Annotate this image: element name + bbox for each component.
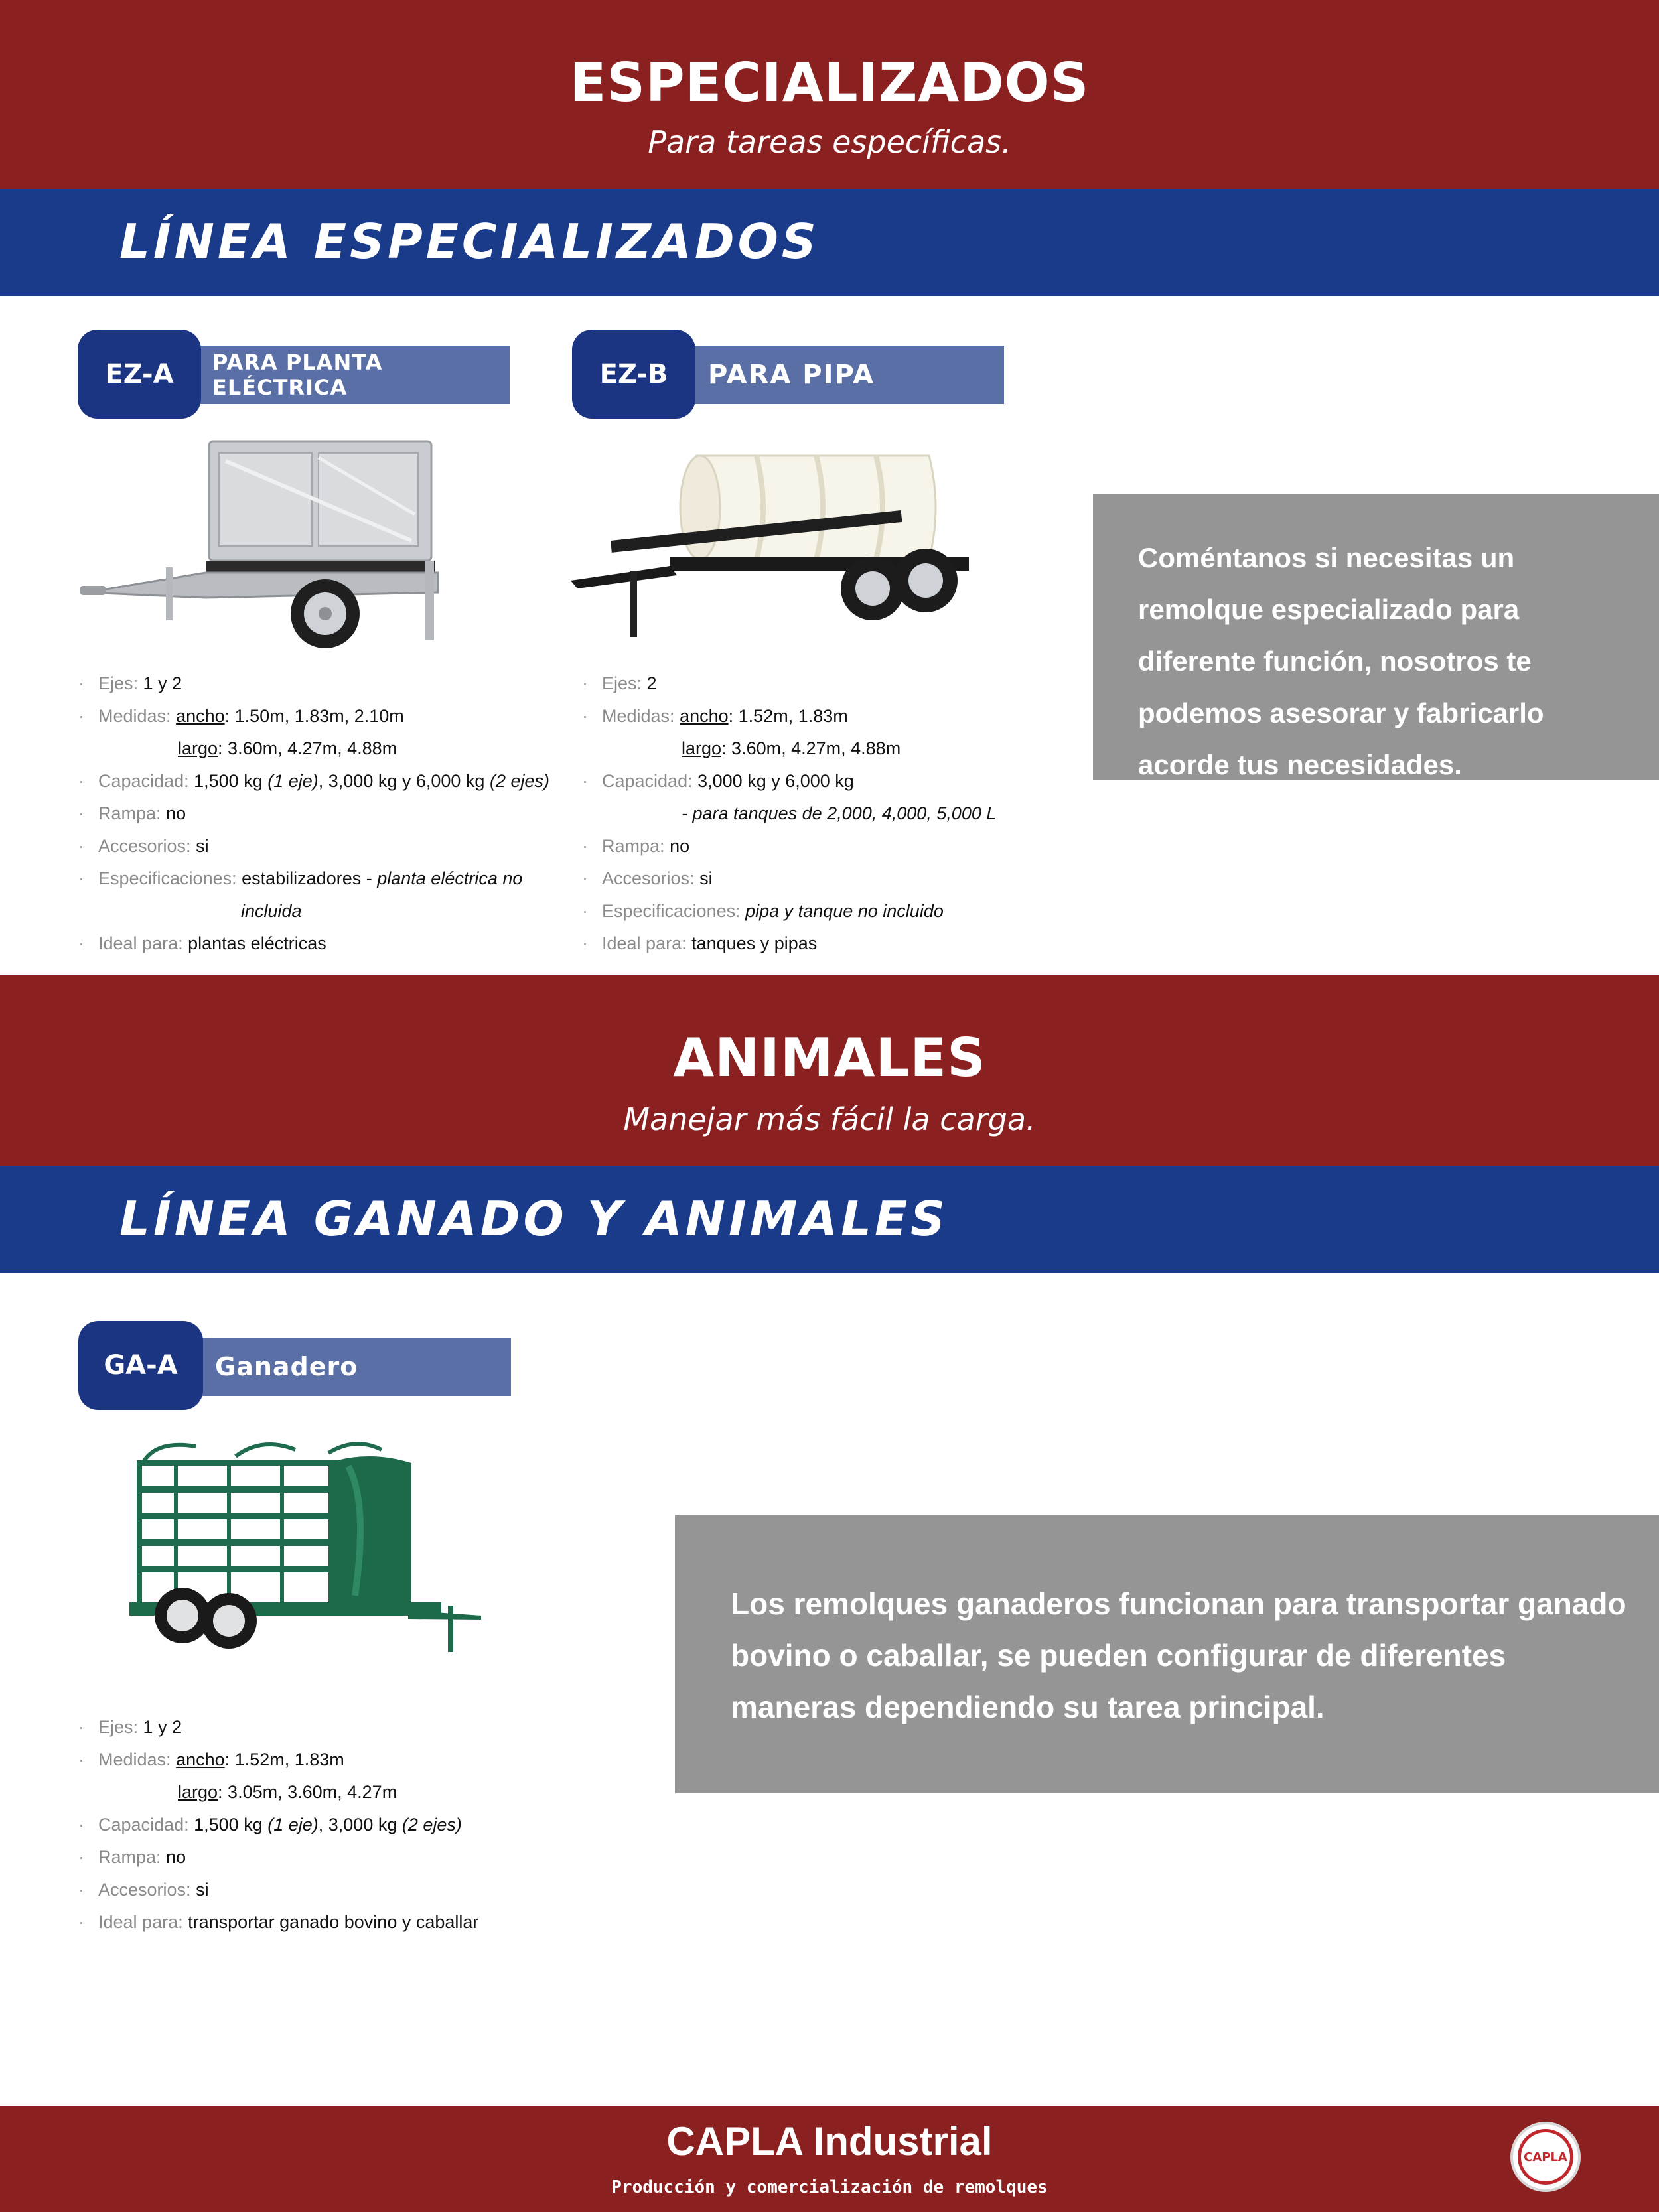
spec-value: (2 ejes) (489, 771, 549, 791)
spec-label: Ejes: (98, 1717, 139, 1737)
generator-trailer-image (80, 435, 451, 657)
spec-value: : 1.50m, 1.83m, 2.10m (224, 706, 404, 726)
product-name-bar-gaa (192, 1338, 511, 1396)
spec-value: plantas eléctricas (188, 933, 326, 953)
product-name-gaa: Ganadero (215, 1352, 358, 1381)
spec-ejes (78, 667, 549, 700)
spec-sublabel: largo (682, 738, 722, 758)
spec-value: (1 eje) (267, 1815, 319, 1834)
spec-value: 2 (646, 673, 657, 693)
section-subtitle-especializados: Para tareas específicas. (648, 124, 1011, 160)
bullet-dot-icon: · (78, 1847, 84, 1867)
spec-especificaciones-cont (78, 895, 549, 928)
spec-accesorios (78, 830, 549, 863)
spec-value: : 3.60m, 4.27m, 4.88m (218, 738, 397, 758)
spec-label: Ideal para: (98, 933, 183, 953)
spec-label: Accesorios: (602, 868, 695, 888)
spec-value: (1 eje) (267, 771, 319, 791)
bullet-dot-icon: · (78, 1880, 84, 1900)
product-name-eza: PARA PLANTA ELÉCTRICA (212, 350, 383, 400)
spec-ideal (78, 928, 549, 960)
bullet-dot-icon: · (78, 803, 84, 823)
capla-logo-ring (1518, 2129, 1573, 2185)
bullet-dot-icon: · (582, 706, 588, 726)
spec-sublabel: largo (178, 1782, 218, 1802)
spec-medidas (582, 700, 996, 732)
spec-value: transportar ganado bovino y caballar (188, 1912, 479, 1932)
bullet-dot-icon: · (582, 933, 588, 953)
spec-value: estabilizadores - (242, 868, 378, 888)
spec-medidas-cont (78, 1776, 478, 1809)
bullet-dot-icon: · (582, 836, 588, 856)
spec-label: Medidas: (602, 706, 675, 726)
spec-list-eza (78, 667, 549, 960)
spec-sublabel: ancho (176, 706, 225, 726)
spec-value: 1 y 2 (143, 673, 182, 693)
section-title-animales: ANIMALES (673, 1027, 986, 1089)
bullet-dot-icon: · (78, 673, 84, 693)
spec-label: Capacidad: (98, 1815, 189, 1834)
bullet-dot-icon: · (78, 933, 84, 953)
product-name-ezb: PARA PIPA (708, 360, 875, 390)
spec-ideal (78, 1906, 478, 1939)
bullet-dot-icon: · (78, 1815, 84, 1834)
product-name-bar-eza (192, 346, 510, 404)
spec-value: 1,500 kg (194, 1815, 263, 1834)
product-code-ezb-text: EZ-B (599, 359, 668, 389)
product-code-gaa (78, 1321, 203, 1410)
info-note-text: Los remolques ganaderos funcionan para transportar ganado bovino o caballar, se pueden configurar de diferentes maneras dependiendo su tarea principal. (731, 1586, 1626, 1724)
spec-value: no (166, 803, 186, 823)
spec-rampa (582, 830, 996, 863)
spec-medidas (78, 700, 549, 732)
product-code-gaa-text: GA-A (104, 1350, 178, 1381)
spec-label: Medidas: (98, 1750, 171, 1769)
spec-rampa (78, 1841, 478, 1874)
bullet-dot-icon: · (78, 836, 84, 856)
product-code-eza-text: EZ-A (105, 359, 174, 389)
bullet-dot-icon: · (582, 771, 588, 791)
spec-capacidad (78, 765, 549, 797)
spec-rampa (78, 797, 549, 830)
spec-especificaciones (582, 895, 996, 928)
livestock-trailer-image (129, 1436, 484, 1662)
spec-value: : 3.60m, 4.27m, 4.88m (721, 738, 901, 758)
spec-value: - para tanques de 2,000, 4,000, 5,000 L (682, 803, 997, 823)
spec-label: Especificaciones: (98, 868, 237, 888)
spec-label: Accesorios: (98, 1880, 191, 1900)
spec-label: Rampa: (98, 803, 161, 823)
spec-sublabel: ancho (176, 1750, 225, 1769)
spec-accesorios (582, 863, 996, 895)
footer-tagline: Producción y comercialización de remolques (611, 2177, 1048, 2197)
spec-value: pipa y tanque no incluido (745, 901, 944, 921)
info-note-especializados (1093, 494, 1659, 780)
spec-value: planta eléctrica no (377, 868, 523, 888)
bullet-dot-icon: · (78, 868, 84, 888)
spec-label: Accesorios: (98, 836, 191, 856)
spec-value: si (196, 836, 209, 856)
spec-value: no (166, 1847, 186, 1867)
spec-value: , 3,000 kg y 6,000 kg (318, 771, 485, 791)
spec-label: Rampa: (602, 836, 665, 856)
bullet-dot-icon: · (78, 771, 84, 791)
spec-label: Ideal para: (602, 933, 687, 953)
spec-capacidad (582, 765, 996, 797)
spec-value: 1,500 kg (194, 771, 263, 791)
spec-value: 1 y 2 (143, 1717, 182, 1737)
spec-label: Ejes: (602, 673, 642, 693)
spec-value: si (196, 1880, 209, 1900)
bullet-dot-icon: · (582, 673, 588, 693)
spec-medidas (78, 1744, 478, 1776)
spec-label: Especificaciones: (602, 901, 741, 921)
tank-trailer-image (571, 448, 995, 654)
spec-label: Rampa: (98, 1847, 161, 1867)
spec-medidas-cont (78, 732, 549, 765)
capla-logo-text: CAPLA (1524, 2150, 1567, 2164)
spec-value: incluida (241, 901, 302, 921)
spec-value: : 1.52m, 1.83m (224, 1750, 344, 1769)
capla-logo-icon (1510, 2122, 1581, 2192)
spec-sublabel: largo (178, 738, 218, 758)
spec-label: Ideal para: (98, 1912, 183, 1932)
section-subtitle-animales: Manejar más fácil la carga. (623, 1101, 1036, 1137)
spec-accesorios (78, 1874, 478, 1906)
bullet-dot-icon: · (582, 901, 588, 921)
spec-especificaciones (78, 863, 549, 895)
spec-label: Medidas: (98, 706, 171, 726)
section-title-especializados: ESPECIALIZADOS (569, 52, 1090, 113)
bullet-dot-icon: · (78, 1912, 84, 1932)
product-code-ezb (572, 330, 695, 419)
product-code-eza (78, 330, 201, 419)
spec-label: Ejes: (98, 673, 139, 693)
spec-value: 3,000 kg y 6,000 kg (697, 771, 854, 791)
line-title-animales: LÍNEA GANADO Y ANIMALES (119, 1191, 948, 1247)
spec-ejes (582, 667, 996, 700)
spec-capacidad-cont (582, 797, 996, 830)
info-note-text: Coméntanos si necesitas un remolque especializado para diferente función, nosotros te podemos asesorar y fabricarlo acorde tus necesidades. (1138, 542, 1544, 780)
spec-value: : 1.52m, 1.83m (728, 706, 848, 726)
spec-sublabel: ancho (680, 706, 729, 726)
bullet-dot-icon: · (78, 706, 84, 726)
spec-value: tanques y pipas (691, 933, 818, 953)
bullet-dot-icon: · (78, 1750, 84, 1769)
info-note-animales (675, 1515, 1659, 1793)
spec-capacidad (78, 1809, 478, 1841)
spec-value: : 3.05m, 3.60m, 4.27m (218, 1782, 397, 1802)
spec-value: (2 ejes) (401, 1815, 462, 1834)
footer-company-name: CAPLA Industrial (666, 2119, 993, 2164)
spec-label: Capacidad: (98, 771, 189, 791)
line-title-especializados: LÍNEA ESPECIALIZADOS (119, 214, 820, 269)
spec-value: , 3,000 kg (318, 1815, 397, 1834)
spec-medidas-cont (582, 732, 996, 765)
spec-label: Capacidad: (602, 771, 693, 791)
bullet-dot-icon: · (582, 868, 588, 888)
product-name-bar-ezb (687, 346, 1004, 404)
spec-list-ezb (582, 667, 996, 960)
spec-list-gaa (78, 1711, 478, 1939)
spec-ejes (78, 1711, 478, 1744)
spec-value: si (699, 868, 713, 888)
spec-ideal (582, 928, 996, 960)
spec-value: no (670, 836, 690, 856)
bullet-dot-icon: · (78, 1717, 84, 1737)
